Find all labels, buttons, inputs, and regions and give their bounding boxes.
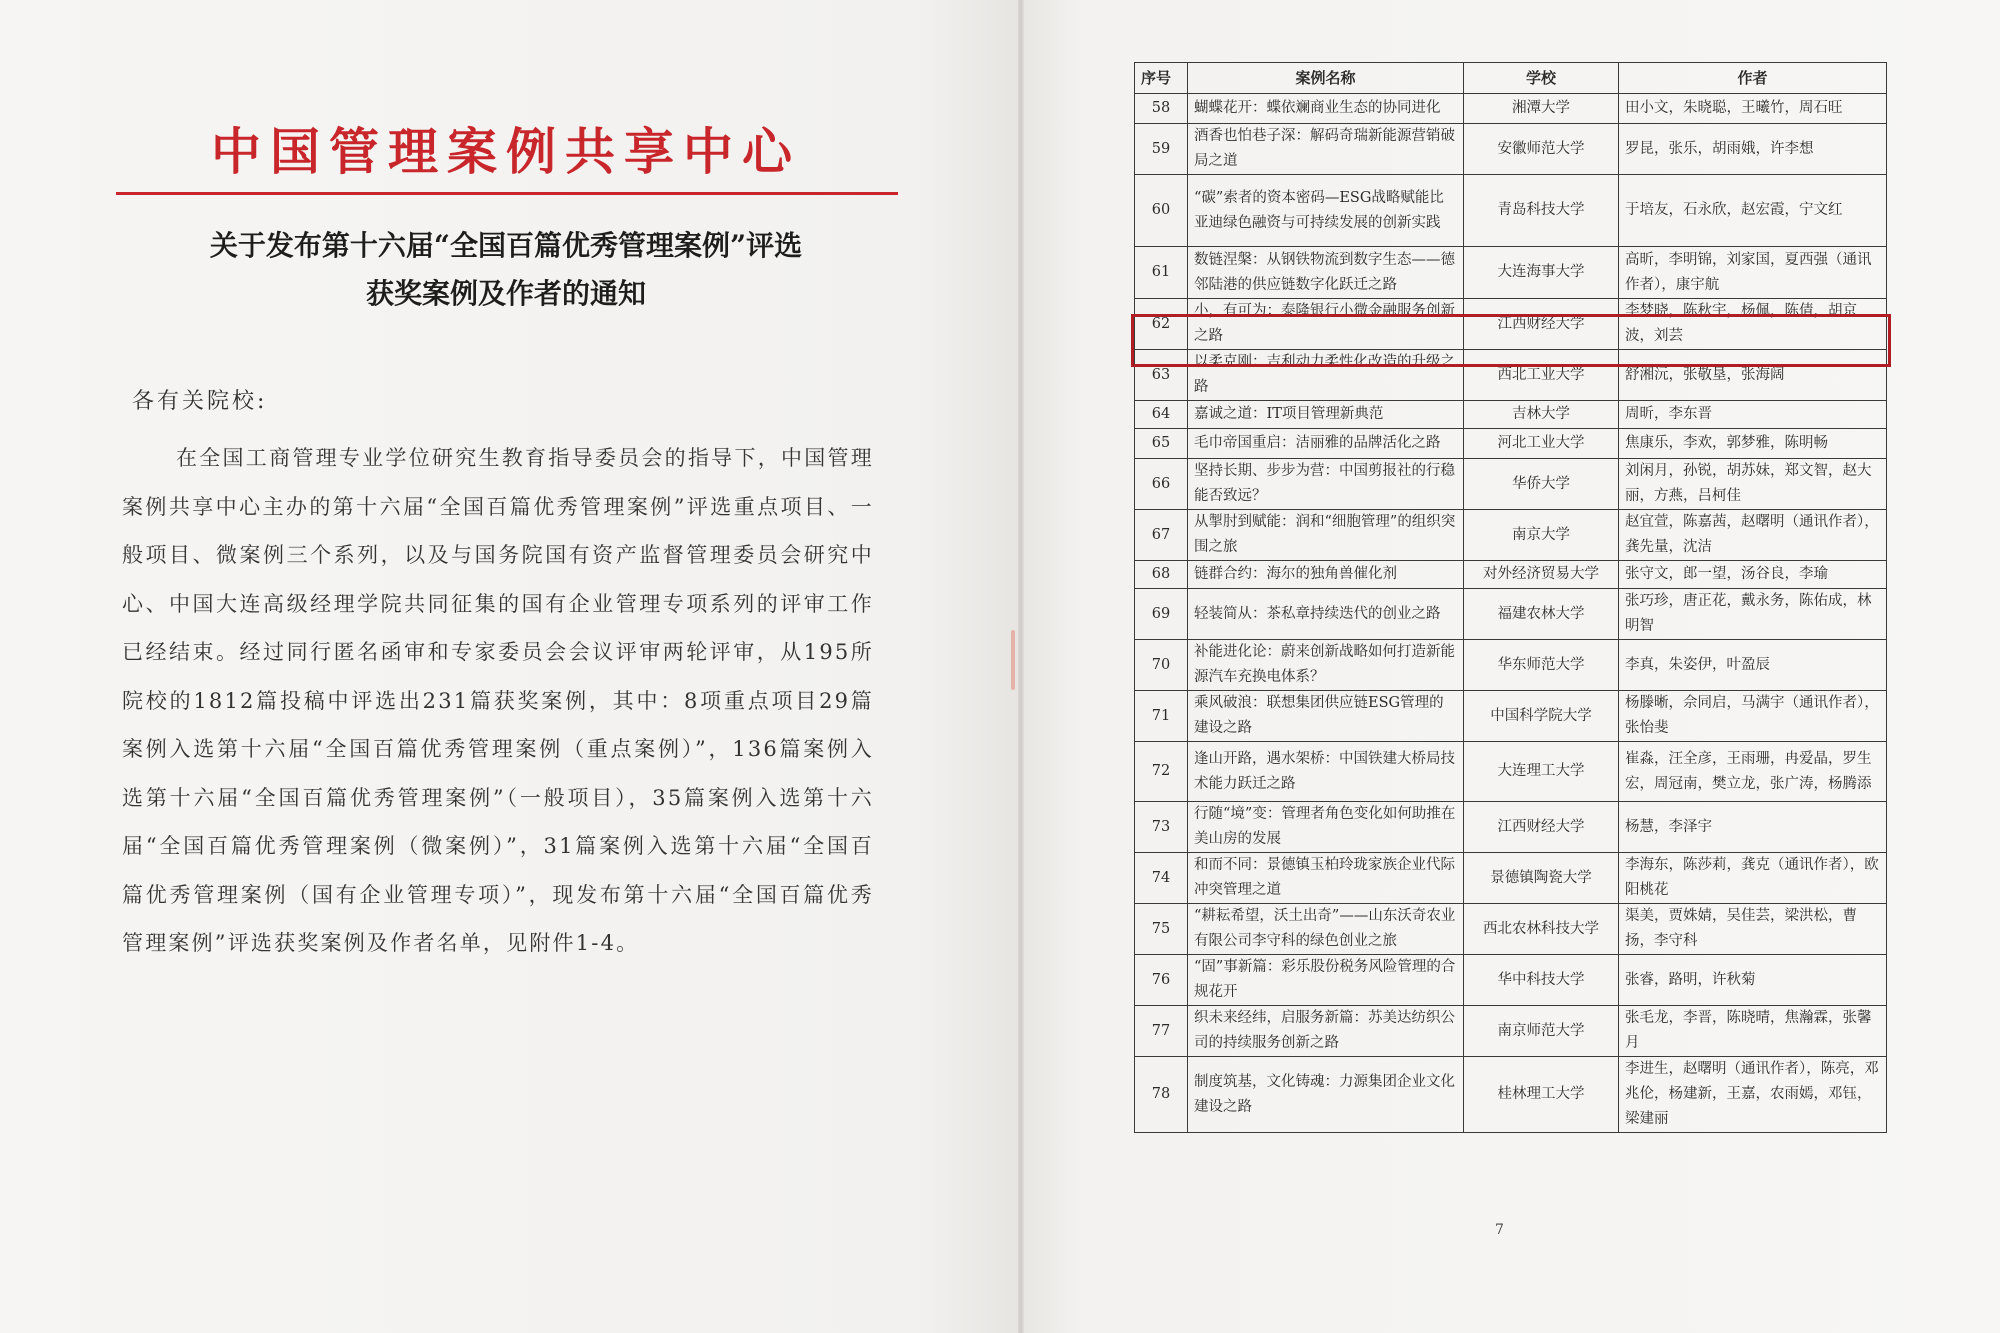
cell-authors: 杨滕晰，佘同启，马满宇（通讯作者），张怡斐 <box>1619 691 1887 742</box>
cell-school: 福建农林大学 <box>1464 589 1619 640</box>
ink-speck <box>1011 630 1015 690</box>
table-body <box>1135 94 1887 1133</box>
header-school: 学校 <box>1464 63 1619 94</box>
cell-school: 安徽师范大学 <box>1464 124 1619 175</box>
cell-authors: 张守文，郎一望，汤谷良，李瑜 <box>1619 561 1887 589</box>
cell-authors: 张睿，路明，许秋菊 <box>1619 955 1887 1006</box>
cell-case-name: “碳”索者的资本密码—ESG战略赋能比亚迪绿色融资与可持续发展的创新实践 <box>1188 175 1464 247</box>
cell-case-name: 嘉诚之道：IT项目管理新典范 <box>1188 401 1464 429</box>
cell-no: 68 <box>1135 561 1188 589</box>
cell-case-name: 逢山开路，遇水架桥：中国铁建大桥局技术能力跃迁之路 <box>1188 742 1464 802</box>
cell-case-name: 小，有可为：泰隆银行小微金融服务创新之路 <box>1188 299 1464 350</box>
cell-no: 77 <box>1135 1006 1188 1057</box>
cell-authors: 于培友，石永欣，赵宏霞，宁文红 <box>1619 175 1887 247</box>
cell-school: 大连理工大学 <box>1464 742 1619 802</box>
cell-case-name: 织未来经纬，启服务新篇：苏美达纺织公司的持续服务创新之路 <box>1188 1006 1464 1057</box>
table-row <box>1135 247 1887 299</box>
cell-no: 64 <box>1135 401 1188 429</box>
cell-no: 72 <box>1135 742 1188 802</box>
cell-no: 74 <box>1135 853 1188 904</box>
table-row <box>1135 640 1887 691</box>
cell-case-name: 蝴蝶花开：蝶依斓商业生态的协同进化 <box>1188 94 1464 124</box>
cell-no: 70 <box>1135 640 1188 691</box>
table-row <box>1135 401 1887 429</box>
page-number: 7 <box>1495 1222 1504 1238</box>
cell-authors: 刘闲月，孙锐，胡苏妹，郑文智，赵大丽，方燕，吕柯佳 <box>1619 459 1887 510</box>
award-cases-table <box>1134 62 1887 1133</box>
table-row <box>1135 904 1887 955</box>
notice-body: 在全国工商管理专业学位研究生教育指导委员会的指导下，中国管理案例共享中心主办的第十六届“全国百篇优秀管理案例”评选重点项目、一般项目、微案例三个系列，以及与国务院国有资产监督管理委员会研究中心、中国大连高级经理学院共同征集的国有企业管理专项系列的评审工作已经结束。经过同行匿名函审和专家委员会会议评审两轮评审，从195所院校的1812篇投稿中评选出231篇获奖案例，其中：8项重点项目29篇案例入选第十六届“全国百篇优秀管理案例（重点案例）”，136篇案例入选第十六届“全国百篇优秀管理案例”（一般项目），35篇案例入选第十六届“全国百篇优秀管理案例（微案例）”，31篇案例入选第十六届“全国百篇优秀管理案例（国有企业管理专项）”，现发布第十六届“全国百篇优秀管理案例”评选获奖案例及作者名单，见附件1-4。 <box>122 446 874 955</box>
cell-no: 61 <box>1135 247 1188 299</box>
table-row <box>1135 691 1887 742</box>
cell-no: 73 <box>1135 802 1188 853</box>
table-row <box>1135 510 1887 561</box>
cell-authors: 高昕，李明锦，刘家国，夏西强（通讯作者），康宇航 <box>1619 247 1887 299</box>
cell-school: 中国科学院大学 <box>1464 691 1619 742</box>
cell-authors: 赵宜萱，陈嘉茜，赵曙明（通讯作者），龚先量，沈洁 <box>1619 510 1887 561</box>
cell-authors: 李进生，赵曙明（通讯作者），陈亮，邓兆伦，杨建新，王嘉，农雨嫣，邓钰，梁建丽 <box>1619 1057 1887 1133</box>
cell-case-name: 坚持长期、步步为营：中国剪报社的行稳能否致远？ <box>1188 459 1464 510</box>
cell-no: 62 <box>1135 299 1188 350</box>
cell-authors: 渠美，贾姝婧，吴佳芸，梁洪松，曹扬，李守科 <box>1619 904 1887 955</box>
cell-school: 大连海事大学 <box>1464 247 1619 299</box>
cell-authors: 罗昆，张乐，胡雨娥，许李想 <box>1619 124 1887 175</box>
table-row <box>1135 1057 1887 1133</box>
cell-no: 58 <box>1135 94 1188 124</box>
table-row <box>1135 94 1887 124</box>
cell-authors: 焦康乐，李欢，郭梦雅，陈明畅 <box>1619 429 1887 459</box>
table-row <box>1135 589 1887 640</box>
cell-school: 南京师范大学 <box>1464 1006 1619 1057</box>
cell-school: 青岛科技大学 <box>1464 175 1619 247</box>
cell-no: 66 <box>1135 459 1188 510</box>
cell-authors: 张巧珍，唐正花，戴永务，陈佑成，林明智 <box>1619 589 1887 640</box>
cell-case-name: 酒香也怕巷子深：解码奇瑞新能源营销破局之道 <box>1188 124 1464 175</box>
table-row <box>1135 742 1887 802</box>
org-header-title: 中国管理案例共享中心 <box>211 122 801 181</box>
table-row <box>1135 1006 1887 1057</box>
cell-school: 西北农林科技大学 <box>1464 904 1619 955</box>
notice-title-line-2: 获奖案例及作者的通知 <box>365 277 646 310</box>
cell-case-name: 毛巾帝国重启：洁丽雅的品牌活化之路 <box>1188 429 1464 459</box>
cell-case-name: 以柔克刚：吉利动力柔性化改造的升级之路 <box>1188 350 1464 401</box>
cell-case-name: 轻装简从：茶私章持续迭代的创业之路 <box>1188 589 1464 640</box>
table-header-row <box>1135 63 1887 94</box>
cell-no: 69 <box>1135 589 1188 640</box>
cell-school: 西北工业大学 <box>1464 350 1619 401</box>
notice-title-line-1: 关于发布第十六届“全国百篇优秀管理案例”评选 <box>209 229 803 262</box>
cell-authors: 舒湘沅，张敬垦，张海阔 <box>1619 350 1887 401</box>
cell-school: 华侨大学 <box>1464 459 1619 510</box>
cell-no: 76 <box>1135 955 1188 1006</box>
cell-school: 桂林理工大学 <box>1464 1057 1619 1133</box>
cell-authors: 田小文，朱晓聪，王曦竹，周石旺 <box>1619 94 1887 124</box>
table-row <box>1135 955 1887 1006</box>
cell-authors: 崔淼，汪全彦，王雨珊，冉爱晶，罗生宏，周冠南，樊立龙，张广涛，杨腾添 <box>1619 742 1887 802</box>
cell-no: 75 <box>1135 904 1188 955</box>
cell-school: 华中科技大学 <box>1464 955 1619 1006</box>
cell-school: 江西财经大学 <box>1464 299 1619 350</box>
cell-case-name: 补能进化论：蔚来创新战略如何打造新能源汽车充换电体系？ <box>1188 640 1464 691</box>
table-row <box>1135 853 1887 904</box>
cell-case-name: 从掣肘到赋能：润和“细胞管理”的组织突围之旅 <box>1188 510 1464 561</box>
cell-case-name: “耕耘希望，沃土出奇”——山东沃奇农业有限公司李守科的绿色创业之旅 <box>1188 904 1464 955</box>
notice-title <box>116 222 896 318</box>
table-row <box>1135 561 1887 589</box>
cell-authors: 杨慧，李泽宇 <box>1619 802 1887 853</box>
cell-case-name: 制度筑基，文化铸魂：力源集团企业文化建设之路 <box>1188 1057 1464 1133</box>
cell-authors: 李梦晓，陈秋宇，杨佩，陈倩，胡京波，刘芸 <box>1619 299 1887 350</box>
header-authors: 作者 <box>1619 63 1887 94</box>
greeting: 各有关院校: <box>132 389 268 414</box>
table-row <box>1135 459 1887 510</box>
cell-school: 南京大学 <box>1464 510 1619 561</box>
table-row <box>1135 124 1887 175</box>
cell-school: 河北工业大学 <box>1464 429 1619 459</box>
cell-case-name: 和而不同：景德镇玉柏玲珑家族企业代际冲突管理之道 <box>1188 853 1464 904</box>
cell-case-name: 行随“境”变：管理者角色变化如何助推在美山房的发展 <box>1188 802 1464 853</box>
header-no: 序号 <box>1135 63 1188 94</box>
cell-case-name: 乘风破浪：联想集团供应链ESG管理的建设之路 <box>1188 691 1464 742</box>
cell-authors: 张毛龙，李晋，陈晓晴，焦瀚霖，张馨月 <box>1619 1006 1887 1057</box>
cell-authors: 周昕，李东晋 <box>1619 401 1887 429</box>
cell-school: 对外经济贸易大学 <box>1464 561 1619 589</box>
header-red-rule <box>116 192 898 195</box>
highlight-box-row-62 <box>1131 314 1891 367</box>
cell-case-name: 数链涅槃：从钢铁物流到数字生态——德邻陆港的供应链数字化跃迁之路 <box>1188 247 1464 299</box>
cell-no: 71 <box>1135 691 1188 742</box>
cell-case-name: “固”事新篇：彩乐股份税务风险管理的合规花开 <box>1188 955 1464 1006</box>
cell-school: 景德镇陶瓷大学 <box>1464 853 1619 904</box>
cell-school: 华东师范大学 <box>1464 640 1619 691</box>
cell-case-name: 链群合约：海尔的独角兽催化剂 <box>1188 561 1464 589</box>
cell-authors: 李真，朱姿伊，叶盈辰 <box>1619 640 1887 691</box>
cell-school: 吉林大学 <box>1464 401 1619 429</box>
cell-authors: 李海东，陈莎莉，龚克（通讯作者），欧阳桃花 <box>1619 853 1887 904</box>
cell-no: 78 <box>1135 1057 1188 1133</box>
cell-no: 59 <box>1135 124 1188 175</box>
cell-no: 65 <box>1135 429 1188 459</box>
cell-no: 67 <box>1135 510 1188 561</box>
header-name: 案例名称 <box>1188 63 1464 94</box>
cell-school: 湘潭大学 <box>1464 94 1619 124</box>
cell-no: 63 <box>1135 350 1188 401</box>
table-row <box>1135 802 1887 853</box>
table-row <box>1135 429 1887 459</box>
table-row <box>1135 175 1887 247</box>
cell-no: 60 <box>1135 175 1188 247</box>
cell-school: 江西财经大学 <box>1464 802 1619 853</box>
